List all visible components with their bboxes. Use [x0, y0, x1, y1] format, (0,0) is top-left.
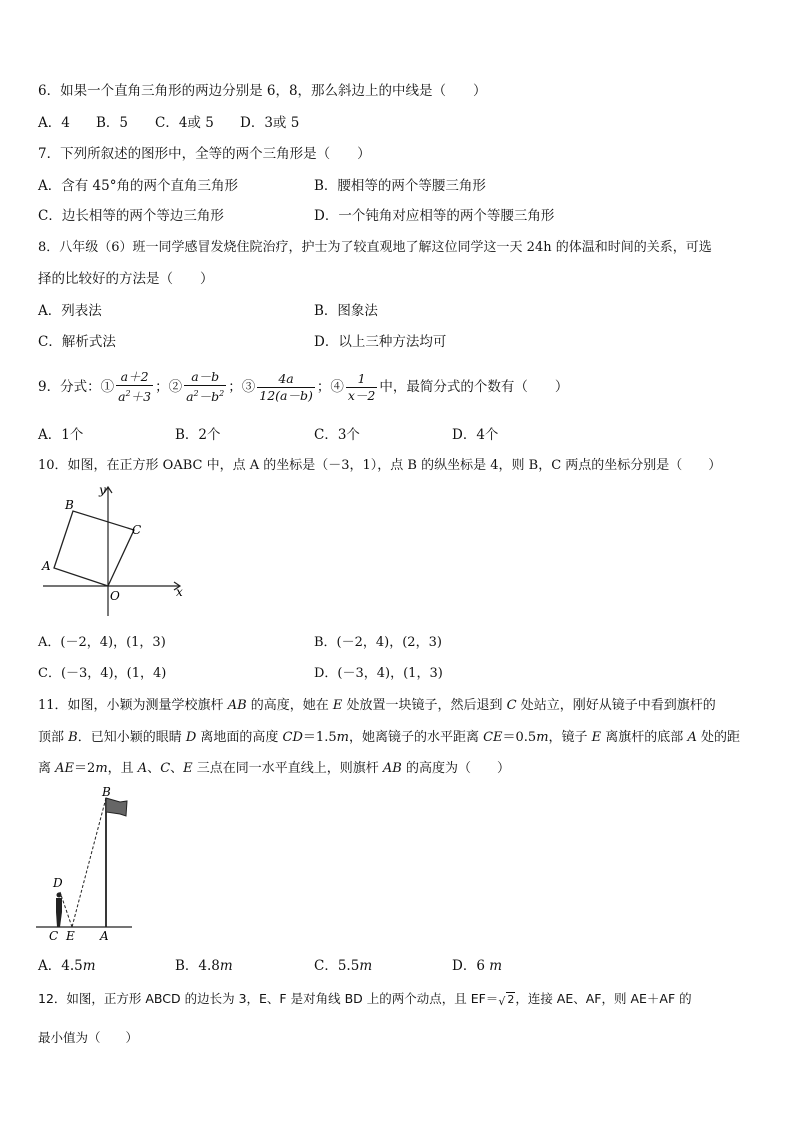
q10-square-oabc [54, 511, 134, 586]
q9-f4-denominator: x－2 [347, 388, 376, 403]
q9-option-d: D．4个 [452, 427, 499, 443]
q8-option-b: B．图象法 [314, 303, 378, 319]
q11-label-a: A [100, 929, 109, 943]
q9-fraction-1 [116, 369, 153, 405]
q10-label-o: O [110, 589, 120, 603]
q9-option-b: B．2个 [175, 427, 221, 443]
q10-label-y: y [99, 483, 106, 497]
q11-stem-line3: 离 AE＝2m，且 A、C、E 三点在同一水平直线上，则旗杆 AB 的高度为（ ） [38, 761, 511, 776]
q10-figure [38, 482, 188, 622]
q10-option-a: A．(－2，4)，(1，3) [38, 635, 166, 650]
q9-mark-4: ④ [330, 379, 344, 395]
q9-f1-denominator: $a^2+3$ [118, 389, 152, 405]
q7-option-b: B．腰相等的两个等腰三角形 [314, 178, 486, 194]
q11-option-d: D．6 m [452, 958, 503, 974]
q9-f3-numerator: 4a [257, 371, 315, 388]
q11-flag-icon [106, 798, 127, 816]
q10-label-a: A [42, 559, 51, 573]
q11-stem-line1: 11．如图，小颖为测量学校旗杆 AB 的高度，她在 E 处放置一块镜子，然后退到 C 处站立，刚好从镜子中看到旗杆的 [38, 698, 716, 713]
q9-mark-3: ③ [241, 379, 256, 395]
q6-option-d: D．3或 5 [240, 115, 300, 131]
q9-option-c: C．3个 [314, 427, 360, 443]
q8-stem-line2: 择的比较好的方法是（ ） [38, 271, 214, 287]
q9-mark-2: ② [168, 379, 183, 395]
q7-stem: 7．下列所叙述的图形中，全等的两个三角形是（ ） [38, 146, 371, 162]
q10-option-b: B．(－2，4)，(2，3) [314, 635, 442, 650]
q6-stem: 6．如果一个直角三角形的两边分别是 6，8，那么斜边上的中线是（ ） [38, 83, 487, 99]
q10-stem: 10．如图，在正方形 OABC 中，点 A 的坐标是（－3，1），点 B 的纵坐标是 4，则 B，C 两点的坐标分别是（ ） [38, 458, 722, 473]
q6-option-b: B．5 [96, 115, 129, 131]
q10-label-c: C [132, 523, 142, 537]
q12-sqrt: √ 2 [498, 993, 515, 1008]
q8-option-d: D．以上三种方法均可 [314, 334, 447, 350]
q11-option-a: A．4.5m [38, 958, 96, 974]
q11-reflect-ray-be [72, 798, 106, 927]
q6-option-a: A．4 [38, 115, 70, 131]
q11-option-c: C．5.5m [314, 958, 373, 974]
q12-stem-line1: 12．如图，正方形 ABCD 的边长为 3，E、F 是对角线 BD 上的两个动点，且 EF＝ √ 2，连接 AE、AF，则 AE＋AF 的 [38, 991, 692, 1008]
q11-label-c: C [49, 929, 59, 943]
q9-fraction-2 [184, 369, 226, 405]
q9-stem: 9．分式：① $\frac{a+2}{a^2+3}$ ；② $\frac{a-b}{a^2-b^2}$ ；③ $\frac{4a}{12(a-b)}$ ；④ $\frac{1}{x-2}$ 中，最简分式的个数有（ ） [38, 369, 569, 405]
q9-prefix: 9．分式： [38, 379, 101, 395]
q9-fraction-3 [257, 371, 315, 404]
q9-option-a: A．1个 [38, 427, 84, 443]
q8-option-a: A．列表法 [38, 303, 102, 319]
q6-option-c: C．4或 5 [155, 115, 214, 131]
q9-f3-denominator: 12(a－b) [259, 388, 313, 403]
q7-option-a: A．含有 45°角的两个直角三角形 [38, 178, 238, 194]
q9-suffix: 中，最简分式的个数有（ ） [379, 379, 569, 395]
q9-fraction-4 [346, 371, 378, 404]
q11-label-b: B [102, 785, 111, 799]
q11-label-e: E [66, 929, 75, 943]
q10-option-d: D．(－3，4)，(1，3) [314, 666, 443, 681]
q7-option-d: D．一个钝角对应相等的两个等腰三角形 [314, 208, 555, 224]
q10-option-c: C．(－3，4)，(1，4) [38, 666, 167, 681]
q9-f4-numerator: 1 [346, 371, 378, 388]
q9-f2-numerator: a－b [184, 369, 226, 386]
q9-f2-denominator: $a^2-b^2$ [186, 389, 225, 405]
q9-f1-numerator: a＋2 [116, 369, 153, 386]
q11-figure [36, 784, 136, 944]
q11-label-d: D [53, 876, 63, 890]
q10-label-b: B [65, 498, 74, 512]
q11-person-icon [56, 893, 62, 928]
q10-label-x: x [176, 585, 183, 599]
q11-option-b: B．4.8m [175, 958, 233, 974]
q8-stem-line1: 8．八年级（6）班一同学感冒发烧住院治疗，护士为了较直观地了解这位同学这一天 24h 的体温和时间的关系，可选 [38, 240, 712, 255]
q7-option-c: C．边长相等的两个等边三角形 [38, 208, 224, 224]
q8-option-c: C．解析式法 [38, 334, 116, 350]
q12-stem-line2: 最小值为（ ） [38, 1030, 139, 1045]
q9-mark-1: ① [100, 379, 115, 395]
q11-stem-line2: 顶部 B．已知小颖的眼睛 D 离地面的高度 CD＝1.5m，她离镜子的水平距离 CE＝0.5m，镜子 E 离旗杆的底部 A 处的距 [38, 730, 740, 745]
